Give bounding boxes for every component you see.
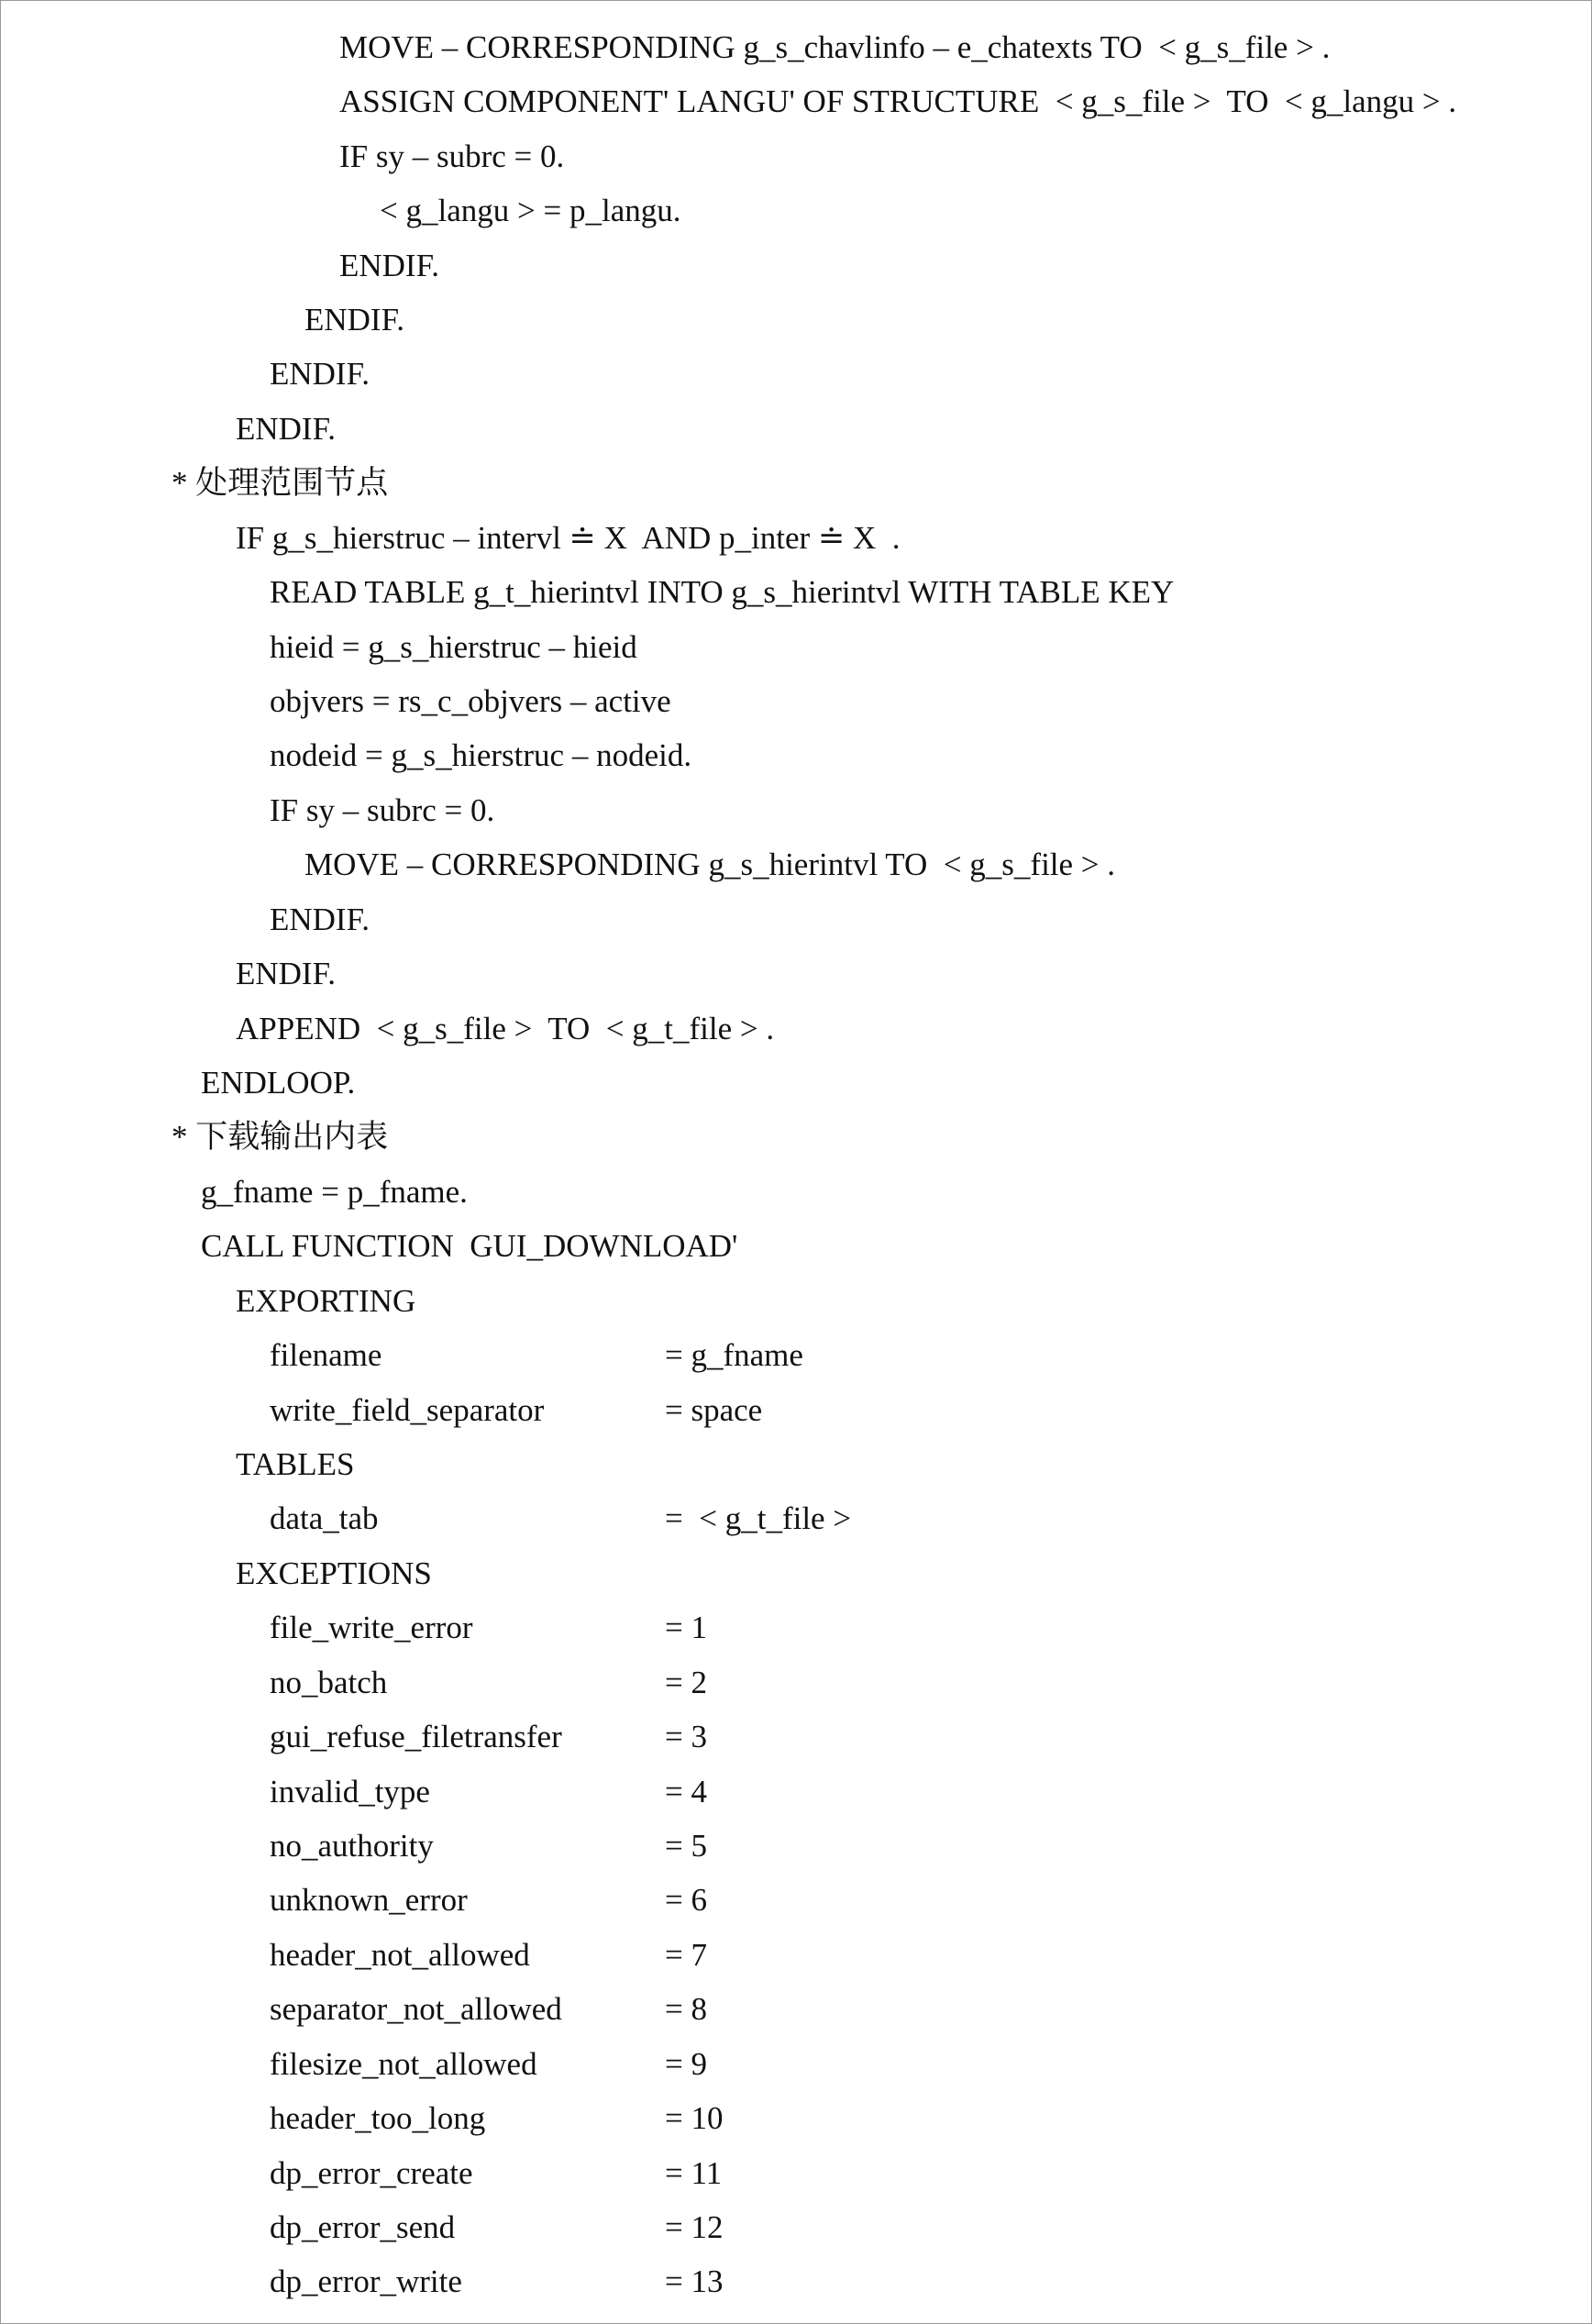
exception-name: no_batch	[270, 1665, 388, 1700]
exception-row	[270, 1710, 707, 1764]
exception-row	[270, 1655, 707, 1710]
code-line: MOVE – CORRESPONDING g_s_hierintvl TO < g_s_file > .	[304, 847, 1116, 882]
code-line: g_fname = p_fname.	[201, 1174, 468, 1210]
code-line: IF sy – subrc = 0.	[270, 792, 495, 828]
param-name: data_tab	[270, 1500, 379, 1536]
exception-value: = 8	[665, 1991, 707, 2027]
code-line: ENDIF.	[236, 956, 336, 991]
code-line: EXPORTING	[236, 1283, 416, 1319]
exception-row	[270, 2254, 724, 2308]
exception-row	[270, 1928, 707, 1982]
exception-row	[270, 2200, 724, 2254]
exception-value: = 6	[665, 1882, 707, 1918]
code-line: TABLES	[236, 1446, 355, 1482]
code-line: ENDIF.	[236, 411, 336, 447]
exception-row	[270, 1982, 707, 2036]
code-comment: * 处理范围节点	[171, 465, 389, 501]
exception-value: = 4	[665, 1774, 707, 1809]
exception-value: = 5	[665, 1828, 707, 1864]
param-value: = < g_t_file >	[665, 1500, 852, 1536]
abap-code-listing	[1, 1, 1591, 2323]
code-line: ENDIF.	[339, 248, 439, 283]
code-line: CALL FUNCTION GUI_DOWNLOAD'	[201, 1228, 738, 1264]
exception-name: invalid_type	[270, 1774, 430, 1809]
code-line: objvers = rs_c_objvers – active	[270, 683, 671, 719]
code-line: ENDLOOP.	[201, 1065, 356, 1101]
param-row	[270, 1491, 852, 1545]
code-line: IF g_s_hierstruc – intervl ≐ X AND p_inter ≐ X .	[236, 520, 901, 556]
exception-name: separator_not_allowed	[270, 1991, 562, 2027]
exception-row	[270, 2037, 707, 2091]
param-name: write_field_separator	[270, 1392, 545, 1428]
exception-value: = 2	[665, 1665, 707, 1700]
exception-row	[270, 2091, 724, 2145]
exception-name: dp_error_write	[270, 2263, 462, 2299]
code-line: hieid = g_s_hierstruc – hieid	[270, 629, 637, 665]
code-line: ASSIGN COMPONENT' LANGU' OF STRUCTURE < g_s_file > TO < g_langu > .	[339, 83, 1457, 119]
exception-name: filesize_not_allowed	[270, 2046, 537, 2082]
code-line: IF sy – subrc = 0.	[339, 138, 565, 174]
exception-name: unknown_error	[270, 1882, 468, 1918]
code-line: ENDIF.	[270, 356, 370, 392]
exception-row	[270, 1819, 707, 1873]
exception-name: no_authority	[270, 1828, 434, 1864]
param-row	[270, 1328, 803, 1382]
exception-name: dp_error_create	[270, 2155, 473, 2191]
exception-value: = 11	[665, 2155, 723, 2191]
param-row	[270, 1383, 763, 1437]
code-line: ENDIF.	[304, 302, 404, 338]
code-line: MOVE – CORRESPONDING g_s_chavlinfo – e_chatexts TO < g_s_file > .	[339, 29, 1331, 65]
exception-row	[270, 1873, 707, 1927]
exception-name: header_not_allowed	[270, 1937, 530, 1973]
param-name: filename	[270, 1337, 382, 1373]
exception-value: = 3	[665, 1719, 707, 1754]
exception-name: gui_refuse_filetransfer	[270, 1719, 562, 1754]
exception-name: file_write_error	[270, 1610, 473, 1645]
code-line: nodeid = g_s_hierstruc – nodeid.	[270, 737, 692, 773]
exception-name: header_too_long	[270, 2100, 486, 2136]
param-value: = space	[665, 1392, 763, 1428]
exception-value: = 9	[665, 2046, 707, 2082]
exception-value: = 12	[665, 2209, 724, 2245]
exception-value: = 7	[665, 1937, 707, 1973]
exception-row	[270, 1765, 707, 1819]
code-line: APPEND < g_s_file > TO < g_t_file > .	[236, 1011, 775, 1046]
exception-value: = 13	[665, 2263, 724, 2299]
exception-row	[270, 1600, 707, 1654]
exception-name: dp_error_send	[270, 2209, 456, 2245]
param-value: = g_fname	[665, 1337, 803, 1373]
exception-row	[270, 2146, 723, 2200]
code-line: ENDIF.	[270, 902, 370, 937]
exception-value: = 1	[665, 1610, 707, 1645]
code-line: READ TABLE g_t_hierintvl INTO g_s_hierintvl WITH TABLE KEY	[270, 574, 1175, 610]
exception-value: = 10	[665, 2100, 724, 2136]
code-line: EXCEPTIONS	[236, 1555, 432, 1591]
code-line: < g_langu > = p_langu.	[380, 193, 681, 228]
code-comment: * 下载输出内表	[171, 1119, 389, 1155]
